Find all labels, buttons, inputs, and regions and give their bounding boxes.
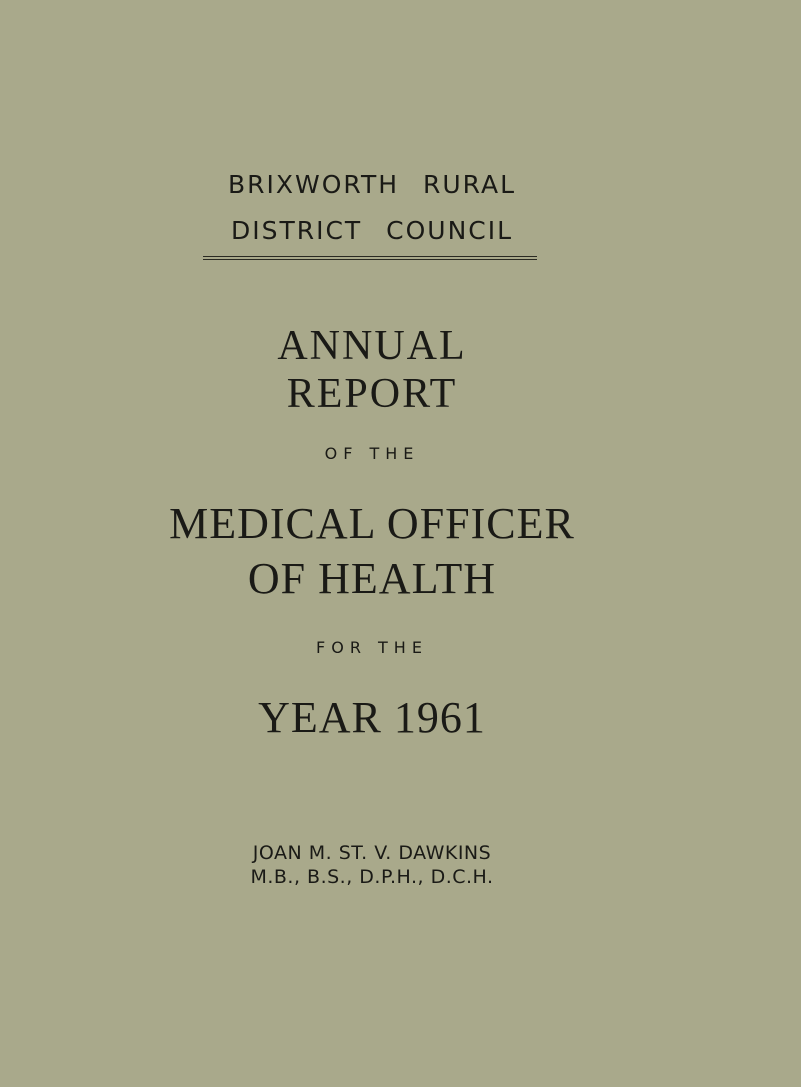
divider-rule: [203, 256, 537, 260]
title-medical-officer: MEDICAL OFFICER: [169, 499, 575, 548]
author-name: JOAN M. ST. V. DAWKINS: [252, 842, 492, 864]
title-year: YEAR 1961: [258, 693, 486, 742]
author-qualifications: M.B., B.S., D.P.H., D.C.H.: [250, 866, 494, 888]
title-of-the: OF THE: [324, 444, 420, 463]
title-for-the: FOR THE: [316, 638, 428, 657]
council-name-line1: BRIXWORTH RURAL: [227, 170, 517, 199]
title-report: REPORT: [286, 371, 458, 417]
council-name-line2: DISTRICT COUNCIL: [230, 216, 514, 245]
title-annual: ANNUAL: [277, 323, 467, 369]
title-of-health: OF HEALTH: [247, 554, 497, 603]
